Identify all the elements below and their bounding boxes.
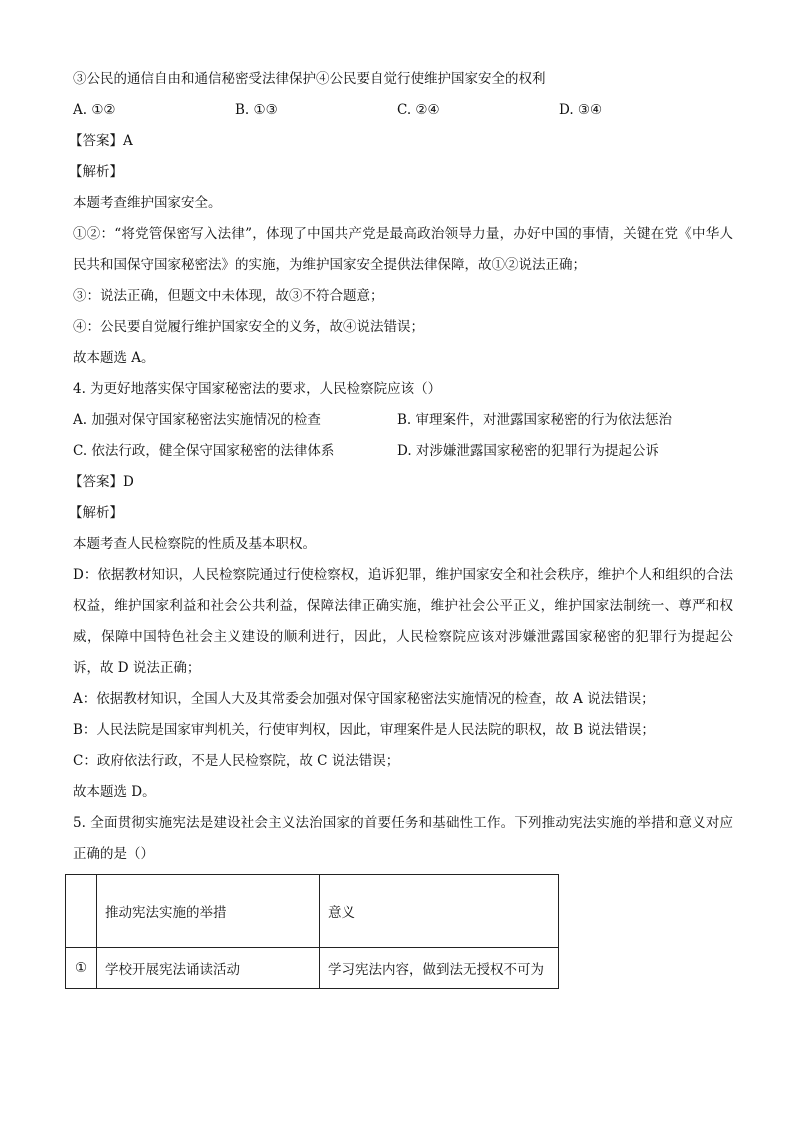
q4-analysis-label: 【解析】 <box>69 505 123 521</box>
q3-analysis-line-4: ④：公民要自觉履行维护国家安全的义务，故④说法错误； <box>73 319 424 335</box>
q3-answer: 【答案】A <box>69 133 133 149</box>
q4-option-c: C. 依法行政，健全保守国家秘密的法律体系 <box>73 443 335 459</box>
q4-option-a: A. 加强对保守国家秘密法实施情况的检查 <box>73 412 321 428</box>
table-row <box>66 948 559 989</box>
q5-table <box>65 874 559 989</box>
q4-analysis-line-3: A：依据教材知识，全国人大及其常委会加强对保守国家秘密法实施情况的检查，故 A 说法错误； <box>73 691 655 707</box>
q3-analysis-line-2: ①②：“将党管保密写入法律”，体现了中国共产党是最高政治领导力量，办好中国的事情，关键在党《中华人民共和国保守国家秘密法》的实施，为维护国家安全提供法律保障，故①②说法正确； <box>73 226 733 273</box>
table-cell-meaning: 学习宪法内容，做到法无授权不可为 <box>320 948 559 989</box>
q3-stem-tail: ③公民的通信自由和通信秘密受法律保护④公民要自觉行使维护国家安全的权利 <box>73 71 546 87</box>
q3-option-b: B. ①③ <box>235 102 278 118</box>
q4-analysis-line-1: 本题考查人民检察院的性质及基本职权。 <box>73 536 316 552</box>
q4-options-row-2 <box>73 436 733 467</box>
table-header-row <box>66 875 559 948</box>
table-header-cell-num <box>66 875 97 948</box>
q3-options <box>73 95 733 126</box>
table-cell-num: ① <box>66 948 97 989</box>
document-page <box>69 64 733 989</box>
q4-answer: 【答案】D <box>69 474 134 490</box>
q3-option-a: A. ①② <box>73 102 116 118</box>
table-header-cell-meaning: 意义 <box>320 875 559 948</box>
q3-option-d: D. ③④ <box>559 102 603 118</box>
q4-option-d: D. 对涉嫌泄露国家秘密的犯罪行为提起公诉 <box>397 443 659 459</box>
q4-analysis-line-4: B：人民法院是国家审判机关，行使审判权，因此，审理案件是人民法院的职权，故 B 说法错误； <box>73 722 655 738</box>
q3-analysis-line-3: ③：说法正确，但题文中未体现，故③不符合题意； <box>73 288 384 304</box>
q3-analysis-line-1: 本题考查维护国家安全。 <box>73 195 222 211</box>
table-header-cell-measure: 推动宪法实施的举措 <box>97 875 320 948</box>
q3-analysis-line-5: 故本题选 A。 <box>73 350 155 366</box>
q3-option-c: C. ②④ <box>397 102 440 118</box>
q5-stem: 5. 全面贯彻实施宪法是建设社会主义法治国家的首要任务和基础性工作。下列推动宪法实施的举措和意义对应正确的是（） <box>73 815 733 862</box>
q4-options-row-1 <box>73 405 733 436</box>
table-cell-measure: 学校开展宪法诵读活动 <box>97 948 320 989</box>
q4-analysis-line-2: D：依据教材知识，人民检察院通过行使检察权，追诉犯罪，维护国家安全和社会秩序，维护个人和组织的合法权益，维护国家利益和社会公共利益，保障法律正确实施，维护社会公平正义，维护国家法制统一、尊严和权威，保障中国特色社会主义建设的顺利进行，因此，人民检察院应该对涉嫌泄露国家秘密的犯罪行为提起公诉，故 D 说法正确； <box>73 567 733 676</box>
q4-stem: 4. 为更好地落实保守国家秘密法的要求，人民检察院应该（） <box>73 381 442 397</box>
q4-option-b: B. 审理案件，对泄露国家秘密的行为依法惩治 <box>397 412 673 428</box>
q3-analysis-label: 【解析】 <box>69 164 123 180</box>
q4-analysis-line-5: C：政府依法行政，不是人民检察院，故 C 说法错误； <box>73 753 400 769</box>
q4-analysis-line-6: 故本题选 D。 <box>73 784 156 800</box>
